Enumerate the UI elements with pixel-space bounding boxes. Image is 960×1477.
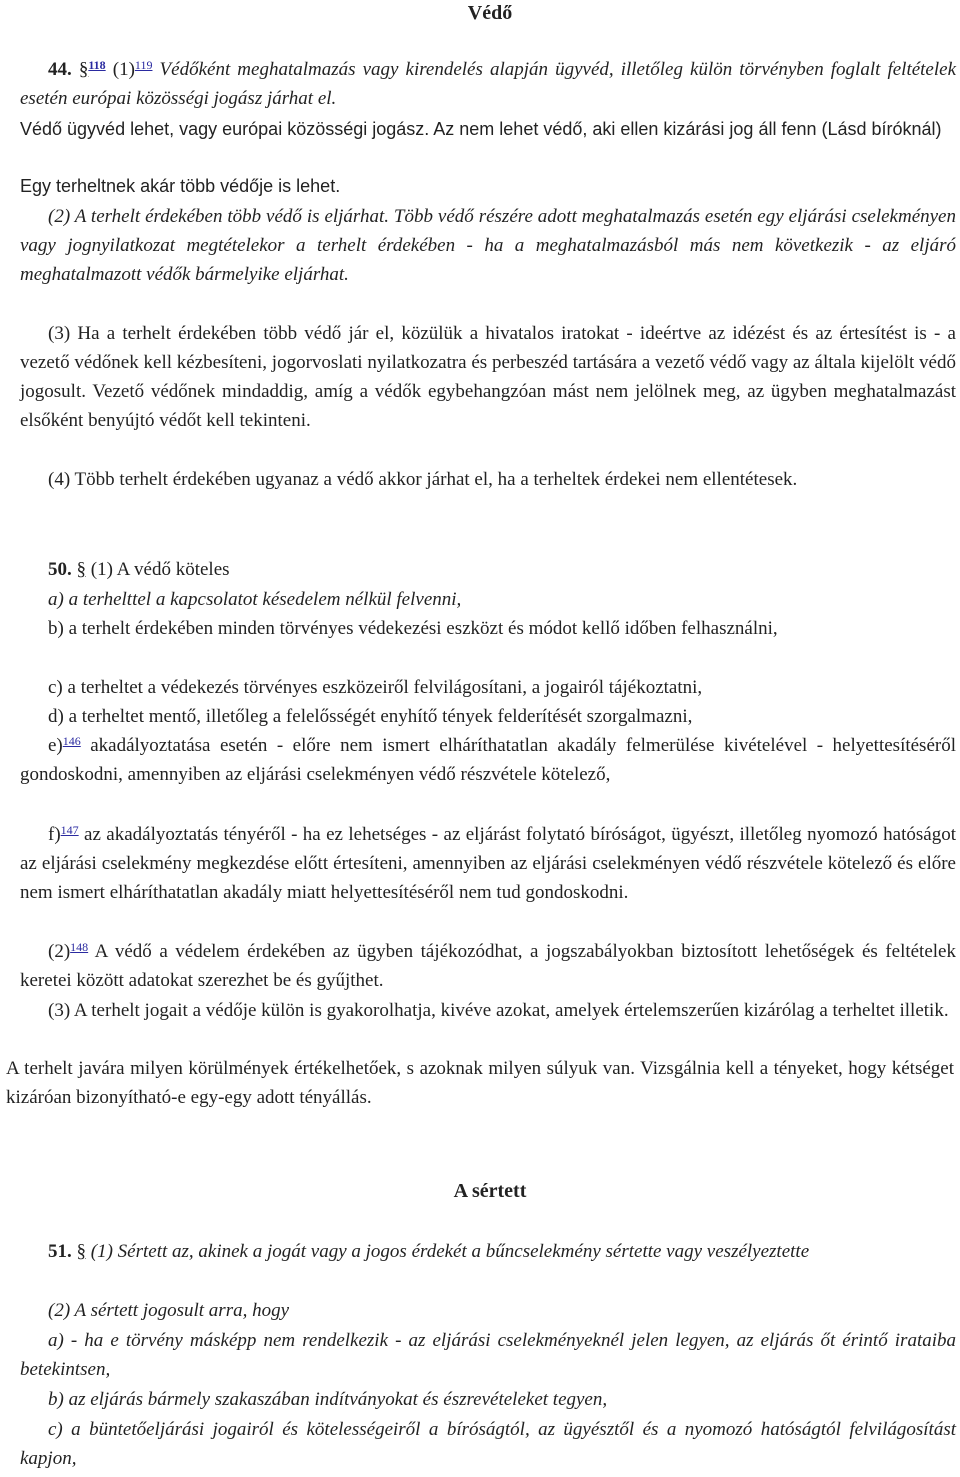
- article-number: 51.: [48, 1241, 72, 1262]
- para-2-lead: (2): [48, 941, 71, 962]
- item-b: b) az eljárás bármely szakaszában indítványokat és észrevételeket tegyen,: [48, 1389, 608, 1410]
- item-e-text: akadályoztatása esetén - előre nem ismert elháríthatatlan akadály felmerülése kivételével - helyettesítéséről gondoskodni, amennyiben az eljárási cselekményen védő részvétele kötelező,: [20, 735, 956, 785]
- note-terhelt: A terhelt javára milyen körülmények értékelhetőek, s azoknak milyen súlyuk van. Vizsgálnia kell a tényeket, hogy kétséget kizáróan bizonyítható-e egy-egy adott tényállás.: [6, 1058, 954, 1108]
- article-50-para-2: [20, 937, 956, 995]
- para-1-text: Védőként meghatalmazás vagy kirendelés alapján ügyvéd, illetőleg külön törvényben foglalt feltételek esetén európai közösségi jogász járhat el.: [20, 59, 957, 109]
- article-51-para-1: [20, 1237, 956, 1266]
- para-1-text: (1) Sértett az, akinek a jogát vagy a jogos érdekét a bűncselekmény sértette vagy veszélyeztette: [86, 1241, 810, 1262]
- section-sign-link[interactable]: §: [76, 559, 86, 580]
- note-vedo-2: Egy terheltnek akár több védője is lehet.: [20, 176, 341, 196]
- item-f-lead: f): [48, 824, 61, 845]
- footnote-link-148[interactable]: 148: [70, 940, 89, 954]
- article-51-para-2: (2) A sértett jogosult arra, hogy: [48, 1300, 290, 1321]
- section-sign-link[interactable]: §: [78, 59, 89, 80]
- article-44-para-3: (3) Ha a terhelt érdekében több védő jár el, közülük a hivatalos iratokat - ideértve az idézést és az értesítést is - a vezető védőnek kell kézbesíteni, jogorvoslati nyilatkozatra és perbeszéd tartására a vezető védő vagy az általa kijelölt védő jogosult. Vezető védőnek mindaddig, amíg a védők egybehangzóan mást nem jelölnek meg, az ügyben meghatalmazást elsőként benyújtó védőt kell tekinteni.: [20, 323, 956, 431]
- article-50-para-1: [20, 555, 956, 584]
- item-a: a) a terhelttel a kapcsolatot késedelem nélkül felvenni,: [48, 589, 462, 610]
- article-44-para-1: [20, 55, 956, 113]
- item-f-text: az akadályoztatás tényéről - ha ez lehetséges - az eljárást folytató bíróságot, ügyészt, illetőleg nyomozó hatóságot az eljárási cselekmény megkezdése előtt értesíteni, amennyiben az eljárási cselekményen védő részvétele kötelező és előre nem ismert elháríthatatlan akadály miatt helyettesítéséről nem tud gondoskodni.: [20, 824, 956, 903]
- item-c: c) a büntetőeljárási jogairól és kötelességeiről a bíróságtól, az ügyésztől és a nyomozó hatóságtól felvilágosítást kapjon,: [20, 1419, 956, 1469]
- article-number: 44.: [48, 59, 72, 80]
- footnote-link-146[interactable]: 146: [62, 734, 81, 748]
- footnote-link-118[interactable]: 118: [88, 58, 106, 72]
- item-e-lead: e): [48, 735, 63, 756]
- para-1-open: (1): [105, 59, 135, 80]
- article-44-para-4: (4) Több terhelt érdekében ugyanaz a védő akkor járhat el, ha a terheltek érdekei nem ellentétesek.: [48, 469, 798, 490]
- footnote-link-147[interactable]: 147: [60, 823, 79, 837]
- section-sign-link[interactable]: §: [76, 1241, 86, 1262]
- item-e: [20, 731, 956, 789]
- item-f: [20, 820, 956, 907]
- para-1-text: (1) A védő köteles: [86, 559, 230, 580]
- footnote-link-119[interactable]: 119: [134, 58, 153, 72]
- section-title-sertett: A sértett: [453, 1180, 527, 1202]
- item-a: a) - ha e törvény másképp nem rendelkezik - az eljárási cselekményeknél jelen legyen, az eljárás őt érintő irataiba betekintsen,: [20, 1330, 956, 1380]
- item-d: d) a terheltet mentő, illetőleg a felelősségét enyhítő tények felderítését szorgalmazni,: [48, 706, 693, 727]
- para-2-text: A védő a védelem érdekében az ügyben tájékozódhat, a jogszabályokban biztosított lehetőségek és feltételek keretei között adatokat szerezhet be és gyűjthet.: [20, 941, 956, 991]
- article-number: 50.: [48, 559, 72, 580]
- article-44-para-2: (2) A terhelt érdekében több védő is eljárhat. Több védő részére adott meghatalmazás esetén egy eljárási cselekményen vagy jognyilatkozat megtételekor a terhelt érdekében - ha a meghatalmazásból más nem következik - az eljáró meghatalmazott védők bármelyike eljárhat.: [20, 206, 956, 285]
- item-b: b) a terhelt érdekében minden törvényes védekezési eszközt és módot kellő időben felhasználni,: [48, 618, 778, 639]
- article-50-para-3: (3) A terhelt jogait a védője külön is gyakorolhatja, kivéve azokat, amelyek értelemszerűen kizárólag a terheltet illetik.: [48, 1000, 949, 1021]
- item-c: c) a terheltet a védekezés törvényes eszközeiről felvilágosítani, a jogairól tájékoztatni,: [48, 677, 703, 698]
- section-title-vedo: Védő: [467, 2, 513, 24]
- note-vedo-1: Védő ügyvéd lehet, vagy európai közösségi jogász. Az nem lehet védő, aki ellen kizárási jog áll fenn (Lásd bíróknál): [20, 119, 942, 139]
